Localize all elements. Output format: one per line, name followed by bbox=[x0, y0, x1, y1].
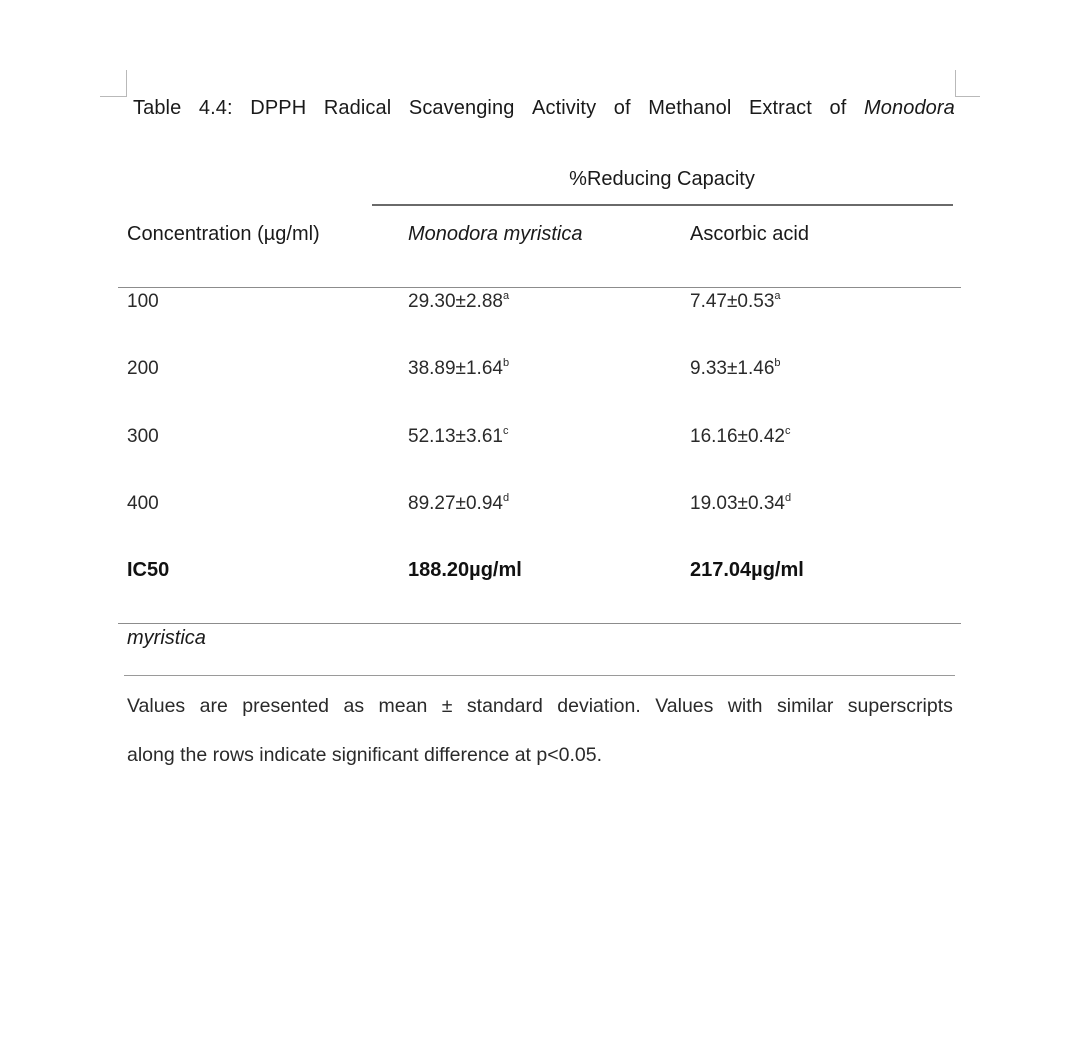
caption-word: of bbox=[829, 97, 847, 119]
caption-continuation: myristica bbox=[127, 627, 206, 649]
footnote-word: standard bbox=[466, 695, 543, 717]
ascorbic-cell bbox=[690, 290, 781, 314]
caption-word: Scavenging bbox=[408, 97, 515, 119]
group-header: %Reducing Capacity bbox=[569, 168, 755, 190]
monodora-cell-value: 89.27±0.94 bbox=[408, 493, 503, 514]
footnote-line-2: along the rows indicate significant difference at p<0.05. bbox=[127, 744, 602, 766]
monodora-cell-value: 29.30±2.88 bbox=[408, 291, 503, 312]
ic50-monodora: 188.20µg/ml bbox=[408, 559, 522, 581]
table-caption bbox=[133, 96, 955, 120]
footnote-word: with bbox=[727, 695, 763, 717]
ascorbic-cell-superscript: b bbox=[774, 357, 781, 369]
monodora-cell-superscript: d bbox=[502, 492, 510, 504]
monodora-cell-value: 52.13±3.61 bbox=[408, 426, 503, 447]
ascorbic-cell-superscript: d bbox=[784, 492, 792, 504]
ascorbic-cell bbox=[690, 357, 781, 381]
concentration-cell: 100 bbox=[127, 291, 159, 312]
page-corner-mark-right bbox=[955, 70, 980, 97]
table-bottom-rule bbox=[118, 623, 961, 624]
footnote-word: presented bbox=[242, 695, 330, 717]
monodora-cell-superscript: c bbox=[502, 425, 509, 437]
page-corner-mark-left bbox=[100, 70, 127, 97]
caption-word: Table bbox=[133, 97, 182, 119]
ascorbic-cell-value: 7.47±0.53 bbox=[690, 291, 775, 312]
ascorbic-cell bbox=[690, 492, 791, 516]
ascorbic-cell-superscript: c bbox=[784, 425, 791, 437]
ic50-label: IC50 bbox=[127, 559, 170, 581]
footnote-rule bbox=[124, 675, 955, 676]
group-header-rule bbox=[372, 204, 953, 206]
caption-word: Activity bbox=[532, 97, 597, 119]
monodora-cell-value: 38.89±1.64 bbox=[408, 358, 503, 379]
column-header-ascorbic: Ascorbic acid bbox=[690, 223, 809, 245]
caption-word: 4.4: bbox=[198, 97, 233, 119]
footnote-word: deviation. bbox=[557, 695, 641, 717]
caption-word: Methanol bbox=[648, 97, 732, 119]
ascorbic-cell bbox=[690, 425, 790, 449]
footnote-word: as bbox=[343, 695, 365, 717]
column-header-monodora: Monodora myristica bbox=[408, 223, 583, 245]
ic50-ascorbic: 217.04µg/ml bbox=[690, 559, 804, 581]
concentration-cell: 300 bbox=[127, 426, 159, 447]
footnote-word: are bbox=[199, 695, 228, 717]
footnote-word: Values bbox=[655, 695, 714, 717]
footnote-word: mean bbox=[378, 695, 428, 717]
concentration-cell: 200 bbox=[127, 358, 159, 379]
footnote-line-1 bbox=[127, 694, 953, 718]
monodora-cell bbox=[408, 492, 509, 516]
header-rule bbox=[118, 287, 961, 288]
caption-species-word: Monodora bbox=[864, 97, 955, 119]
footnote-word: similar bbox=[776, 695, 834, 717]
ascorbic-cell-value: 16.16±0.42 bbox=[690, 426, 785, 447]
caption-word: DPPH bbox=[250, 97, 307, 119]
concentration-cell: 400 bbox=[127, 493, 159, 514]
footnote-word: ± bbox=[441, 695, 453, 717]
column-header-concentration: Concentration (µg/ml) bbox=[127, 223, 320, 245]
monodora-cell bbox=[408, 290, 509, 314]
monodora-cell-superscript: a bbox=[502, 290, 510, 302]
monodora-cell-superscript: b bbox=[502, 357, 510, 369]
caption-word: Extract bbox=[748, 97, 812, 119]
monodora-cell bbox=[408, 357, 509, 381]
ascorbic-cell-value: 9.33±1.46 bbox=[690, 358, 775, 379]
footnote-word: Values bbox=[127, 695, 186, 717]
caption-word: Radical bbox=[323, 97, 392, 119]
monodora-cell bbox=[408, 425, 508, 449]
ascorbic-cell-superscript: a bbox=[774, 290, 781, 302]
caption-word: of bbox=[613, 97, 631, 119]
ascorbic-cell-value: 19.03±0.34 bbox=[690, 493, 785, 514]
footnote-word: superscripts bbox=[847, 695, 953, 717]
